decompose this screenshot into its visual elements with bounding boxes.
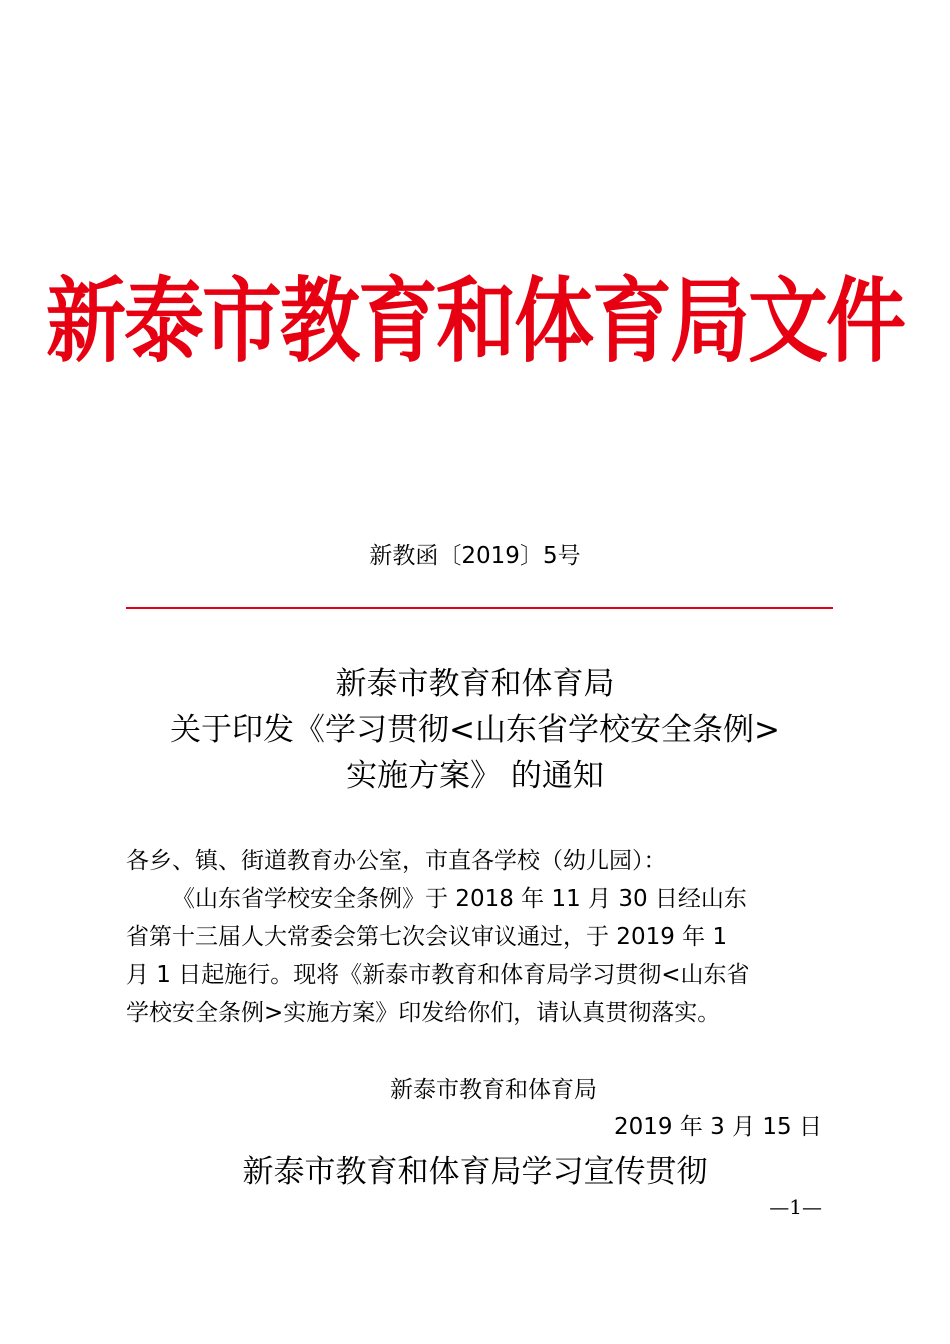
title-line-1: 新泰市教育和体育局 xyxy=(335,666,615,702)
page-number: —1— xyxy=(769,1195,822,1219)
document-number: 新教函〔2019〕5号 xyxy=(369,543,581,569)
section-heading: 新泰市教育和体育局学习宣传贯彻 xyxy=(242,1154,708,1190)
salutation: 各乡、镇、街道教育办公室，市直各学校（幼儿园）： xyxy=(126,848,667,874)
issuer-signature: 新泰市教育和体育局 xyxy=(390,1077,597,1103)
red-divider-line xyxy=(126,607,833,609)
body-line-1: 《山东省学校安全条例》于 2018 年 11 月 30 日经山东 xyxy=(172,886,747,912)
body-line-4: 学校安全条例>实施方案》印发给你们，请认真贯彻落实。 xyxy=(126,1000,721,1026)
body-line-3: 月 1 日起施行。现将《新泰市教育和体育局学习贯彻<山东省 xyxy=(126,962,750,988)
issue-date: 2019 年 3 月 15 日 xyxy=(614,1114,822,1140)
body-line-2: 省第十三届人大常委会第七次会议审议通过，于 2019 年 1 xyxy=(126,924,728,950)
document-masthead: 新泰市教育和体育局文件 xyxy=(46,267,904,375)
title-line-2: 关于印发《学习贯彻<山东省学校安全条例> xyxy=(170,712,780,748)
title-line-3: 实施方案》 的通知 xyxy=(346,758,604,794)
